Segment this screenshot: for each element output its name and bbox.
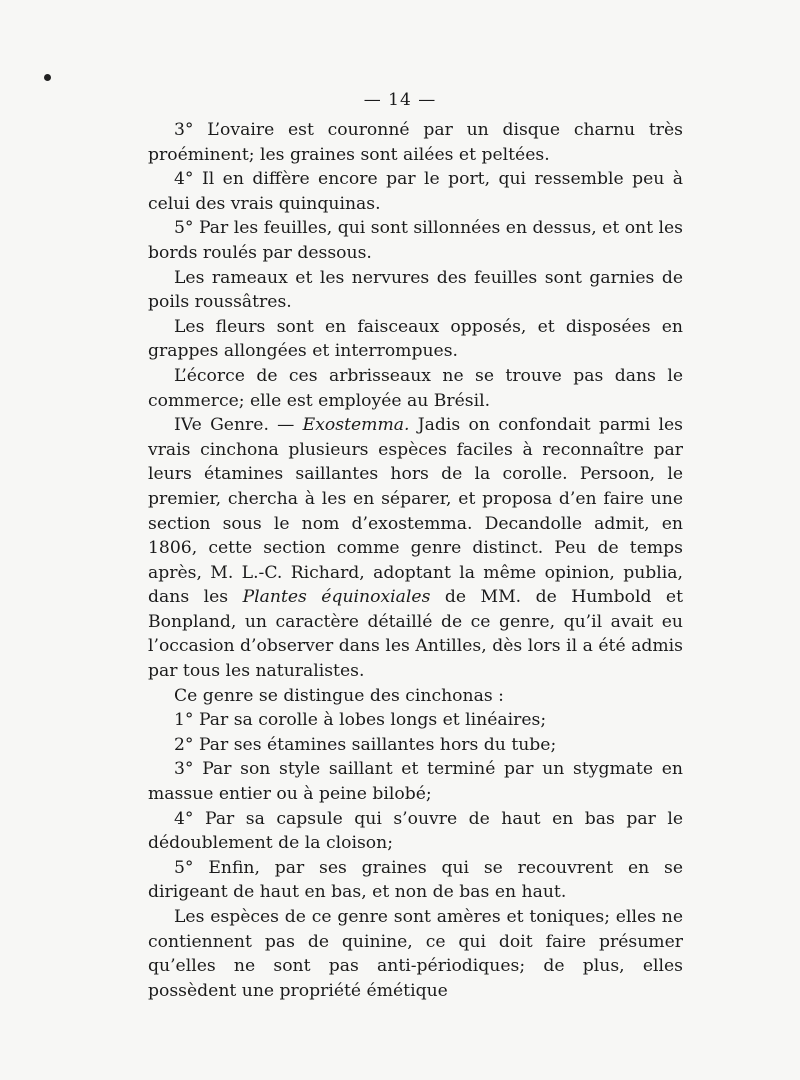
genus-lead: IVe Genre. —: [174, 415, 303, 436]
genus-text-2: de MM. de Humbold et Bonpland, un caractère détaillé de ce genre, qu’il avait eu l’occasion d’observer dans les Antilles, dès lors il a été admis par tous les naturalistes.: [148, 587, 683, 682]
paragraph-bark: L’écorce de ces arbrisseaux ne se trouve pas dans le commerce; elle est employée au Brésil.: [148, 365, 683, 411]
paragraph-leaves: 5° Par les feuilles, qui sont sillonnées en dessus, et ont les bords roulés par dessous.: [148, 218, 683, 263]
ink-spot: [44, 74, 51, 81]
paragraph-habit: 4° Il en diffère encore par le port, qui ressemble peu à celui des vrais quinquinas.: [148, 169, 683, 214]
paragraph-distinction: Ce genre se distingue des cinchonas :: [174, 685, 504, 706]
paragraph-species: Les espèces de ce genre sont amères et toniques; elles ne contiennent pas de quinine, ce qui doit faire présumer qu’elles ne sont pas anti-périodiques; de plus, elles possèdent une propriété émétique: [148, 907, 683, 1001]
list-item-capsule: 4° Par sa capsule qui s’ouvre de haut en bas par le dédoublement de la cloison;: [148, 808, 683, 854]
list-item-seeds: 5° Enfin, par ses graines qui se recouvrent en se dirigeant de haut en bas, et non de bas en haut.: [148, 857, 683, 903]
list-item-corolla: 1° Par sa corolle à lobes longs et linéaires;: [174, 710, 547, 731]
list-item-style: 3° Par son style saillant et terminé par un stygmate en massue entier ou à peine bilobé;: [148, 759, 683, 805]
paragraph-branches: Les rameaux et les nervures des feuilles sont garnies de poils roussâtres.: [148, 267, 683, 313]
paragraph-ovary: 3° L’ovaire est couronné par un disque charnu très proéminent; les graines sont ailées et peltées.: [148, 120, 683, 165]
genus-name: Exostemma.: [302, 415, 410, 436]
list-item-stamens: 2° Par ses étamines saillantes hors du tube;: [174, 734, 557, 755]
paragraph-exostemma: [148, 413, 683, 684]
paragraph-flowers: Les fleurs sont en faisceaux opposés, et disposées en grappes allongées et interrompues.: [148, 316, 683, 362]
page-body: [148, 118, 683, 1003]
page-number: — 14 —: [363, 90, 437, 110]
work-title: Plantes équinoxiales: [242, 587, 431, 608]
genus-text-1: Jadis on confondait parmi les vrais cinchona plusieurs espèces faciles à reconnaître par leurs étamines saillantes hors de la corolle. Persoon, le premier, chercha à les en séparer, et proposa d’en faire une section sous le nom d’exostemma. Decandolle admit, en 1806, cette section comme genre distinct. Peu de temps après, M. L.-C. Richard, adoptant la même opinion, publia, dans les: [148, 415, 683, 608]
